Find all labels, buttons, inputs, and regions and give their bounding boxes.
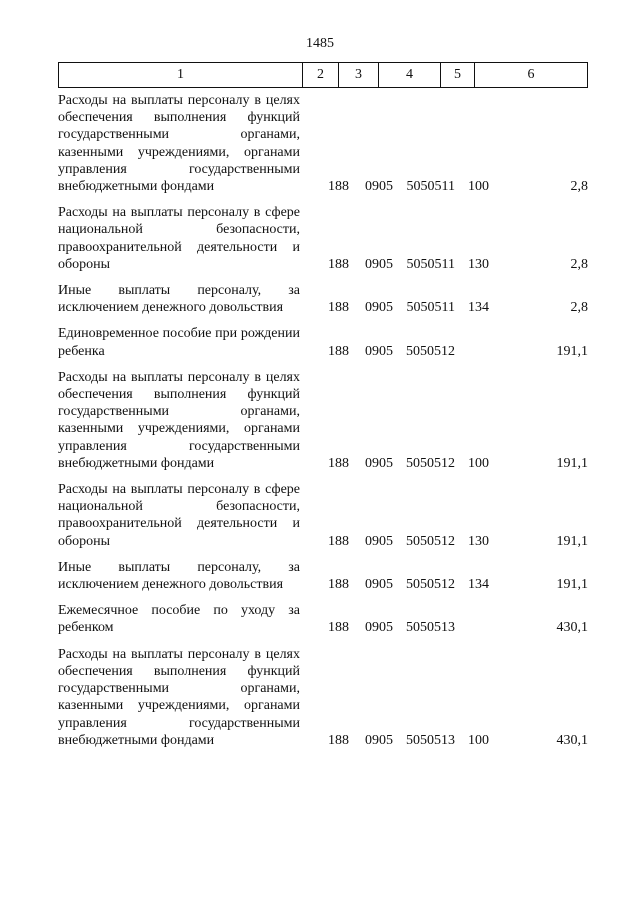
row-amount: 191,1 (556, 577, 588, 593)
row-code-col2: 188 (328, 300, 349, 316)
row-amount: 191,1 (556, 533, 588, 549)
row-code-col3: 0905 (365, 300, 393, 316)
row-description: Единовременное пособие при рождении ребенка (58, 326, 300, 359)
table-row (58, 481, 588, 550)
column-header-5: 5 (441, 63, 475, 88)
row-code-col2: 188 (328, 343, 349, 359)
row-code-col3: 0905 (365, 179, 393, 195)
row-description: Ежемесячное пособие по уходу за ребенком (58, 603, 300, 636)
row-code-col4: 5050513 (406, 620, 455, 636)
row-code-col4: 5050512 (406, 577, 455, 593)
column-header-table (58, 62, 588, 88)
row-description: Иные выплаты персоналу, за исключением денежного довольствия (58, 283, 300, 316)
row-code-col4: 5050513 (406, 732, 455, 748)
column-header-3: 3 (339, 63, 379, 88)
row-code-col5: 130 (468, 256, 489, 272)
row-amount: 191,1 (556, 455, 588, 471)
table-row (58, 369, 588, 472)
table-row (58, 92, 588, 195)
row-code-col2: 188 (328, 533, 349, 549)
column-header-2: 2 (303, 63, 339, 88)
row-code-col3: 0905 (365, 455, 393, 471)
row-code-col2: 188 (328, 620, 349, 636)
row-code-col4: 5050511 (406, 179, 455, 195)
table-row (58, 602, 588, 636)
row-code-col5: 100 (468, 732, 489, 748)
column-header-1: 1 (59, 63, 303, 88)
row-amount: 2,8 (570, 256, 588, 272)
row-code-col3: 0905 (365, 577, 393, 593)
row-description: Расходы на выплаты персоналу в целях обеспечения выполнения функций государственными органами, казенными учреждениями, органами управления государственными внебюджетными фондами (58, 93, 300, 195)
row-code-col4: 5050511 (406, 300, 455, 316)
column-header-6: 6 (475, 63, 588, 88)
row-code-col4: 5050512 (406, 343, 455, 359)
table-row (58, 282, 588, 316)
row-code-col5: 130 (468, 533, 489, 549)
row-code-col3: 0905 (365, 732, 393, 748)
row-code-col5: 100 (468, 179, 489, 195)
column-header-4: 4 (379, 63, 441, 88)
row-code-col5: 100 (468, 455, 489, 471)
row-description: Расходы на выплаты персоналу в сфере национальной безопасности, правоохранительной деятельности и обороны (58, 205, 300, 272)
table-row (58, 559, 588, 593)
budget-rows (58, 92, 588, 758)
table-row (58, 325, 588, 359)
table-row (58, 646, 588, 749)
table-row (58, 204, 588, 273)
row-description: Расходы на выплаты персоналу в целях обеспечения выполнения функций государственными органами, казенными учреждениями, органами управления государственными внебюджетными фондами (58, 369, 300, 471)
row-code-col2: 188 (328, 256, 349, 272)
column-header-row (59, 63, 588, 88)
row-code-col3: 0905 (365, 256, 393, 272)
row-code-col3: 0905 (365, 343, 393, 359)
row-code-col3: 0905 (365, 533, 393, 549)
row-code-col4: 5050511 (406, 256, 455, 272)
row-code-col2: 188 (328, 455, 349, 471)
page-number: 1485 (306, 36, 334, 51)
row-code-col3: 0905 (365, 620, 393, 636)
row-code-col2: 188 (328, 577, 349, 593)
row-amount: 430,1 (556, 732, 588, 748)
row-amount: 2,8 (570, 179, 588, 195)
row-amount: 430,1 (556, 620, 588, 636)
row-amount: 191,1 (556, 343, 588, 359)
row-description: Расходы на выплаты персоналу в сфере национальной безопасности, правоохранительной деятельности и обороны (58, 482, 300, 549)
row-code-col5: 134 (468, 577, 489, 593)
row-description: Расходы на выплаты персоналу в целях обеспечения выполнения функций государственными органами, казенными учреждениями, органами управления государственными внебюджетными фондами (58, 646, 300, 748)
row-code-col2: 188 (328, 732, 349, 748)
row-amount: 2,8 (570, 300, 588, 316)
row-code-col4: 5050512 (406, 533, 455, 549)
row-code-col5: 134 (468, 300, 489, 316)
row-code-col2: 188 (328, 179, 349, 195)
row-code-col4: 5050512 (406, 455, 455, 471)
row-description: Иные выплаты персоналу, за исключением денежного довольствия (58, 559, 300, 593)
